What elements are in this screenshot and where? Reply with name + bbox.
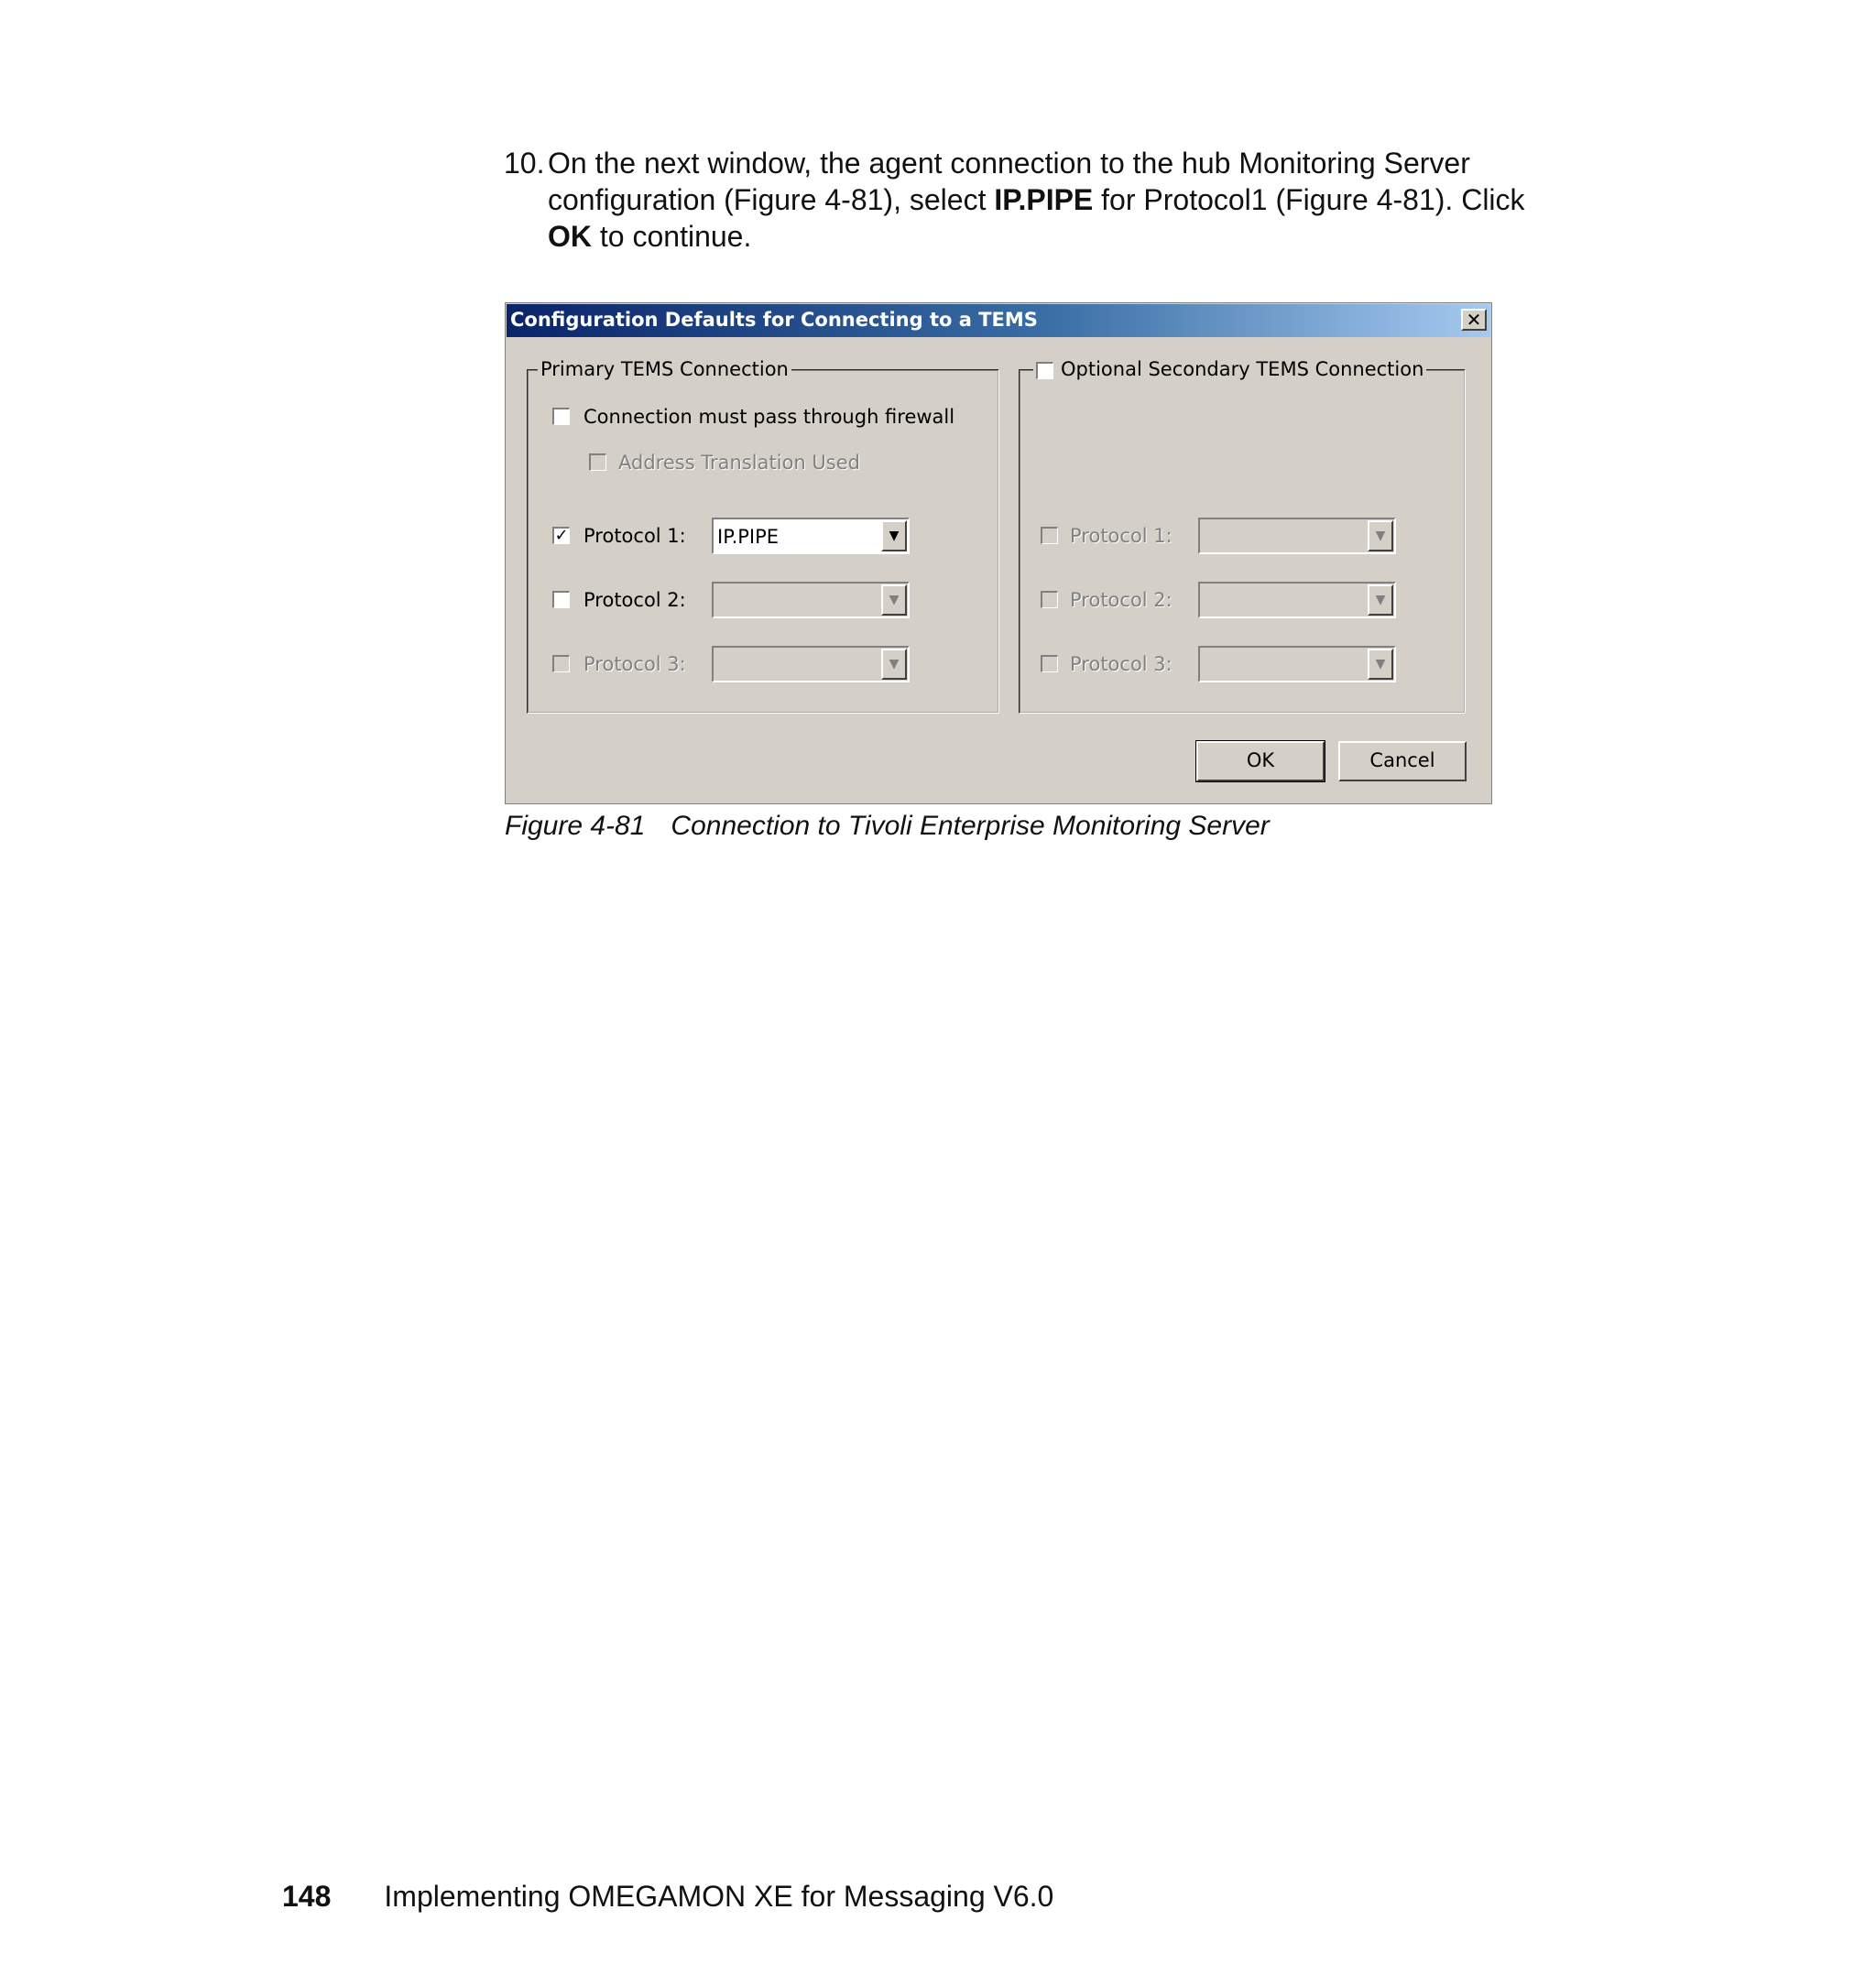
step-text-segment: configuration (Figure 4-81), select [548,183,995,216]
chevron-down-icon[interactable]: ▼ [881,649,907,680]
step-text [548,145,1603,255]
step-text-segment: for Protocol1 (Figure 4-81). Click [1093,183,1525,216]
cancel-button[interactable]: Cancel [1338,741,1467,781]
protocol-1-label: Protocol 1: [584,525,686,547]
address-translation-label: Address Translation Used [618,452,860,474]
protocol-1-value: IP.PIPE [717,526,780,548]
primary-tems-group [527,358,999,714]
chevron-down-icon[interactable]: ▼ [881,520,907,551]
chevron-down-icon[interactable]: ▼ [881,584,907,616]
step-bold-protocol: IP.PIPE [994,183,1094,216]
firewall-checkbox[interactable] [552,408,570,425]
protocol-3-label: Protocol 3: [584,653,686,675]
page-footer [282,1880,1053,1914]
secondary-tems-checkbox[interactable] [1036,362,1053,379]
close-button[interactable] [1461,309,1487,331]
figure-number: Figure 4-81 [505,811,646,841]
protocol-1-checkbox[interactable] [552,527,570,544]
step-number: 10. [504,147,545,180]
checkmark-icon: ✓ [554,526,569,545]
step-line-1: On the next window, the agent connection to the hub Monitoring Server [548,147,1470,180]
chevron-down-icon[interactable]: ▼ [1368,520,1393,551]
secondary-protocol-1-label: Protocol 1: [1070,525,1172,547]
secondary-protocol-3-select[interactable] [1198,646,1396,682]
figure-caption-text: Connection to Tivoli Enterprise Monitoring Server [671,811,1270,841]
secondary-protocol-1-checkbox[interactable] [1041,527,1058,544]
figure-caption [505,811,1270,842]
secondary-tems-group [1019,358,1466,714]
dialog-titlebar[interactable] [507,304,1490,337]
secondary-protocol-3-checkbox[interactable] [1041,655,1058,672]
step-line-2 [548,181,1603,218]
chevron-down-icon[interactable]: ▼ [1368,649,1393,680]
book-title: Implementing OMEGAMON XE for Messaging V6.0 [384,1880,1054,1913]
step-text-segment: to continue. [592,220,752,253]
secondary-protocol-2-label: Protocol 2: [1070,589,1172,611]
address-translation-checkbox[interactable] [589,453,606,471]
secondary-protocol-3-label: Protocol 3: [1070,653,1172,675]
protocol-2-select[interactable] [712,582,910,618]
secondary-protocol-2-checkbox[interactable] [1041,591,1058,608]
protocol-3-select[interactable] [712,646,910,682]
protocol-1-select[interactable] [712,518,910,554]
dialog-title: Configuration Defaults for Connecting to a TEMS [510,309,1038,331]
instruction-step [504,145,1603,255]
protocol-2-checkbox[interactable] [552,591,570,608]
ok-button[interactable]: OK [1196,741,1325,781]
secondary-group-legend [1033,358,1426,380]
step-line-3 [548,218,1603,255]
firewall-label: Connection must pass through firewall [584,406,955,428]
protocol-2-label: Protocol 2: [584,589,686,611]
secondary-group-legend-label: Optional Secondary TEMS Connection [1061,358,1424,380]
secondary-protocol-2-select[interactable] [1198,582,1396,618]
config-dialog [505,302,1492,804]
primary-group-legend: Primary TEMS Connection [538,358,791,380]
protocol-3-checkbox[interactable] [552,655,570,672]
chevron-down-icon[interactable]: ▼ [1368,584,1393,616]
page-number: 148 [282,1880,332,1913]
secondary-protocol-1-select[interactable] [1198,518,1396,554]
close-icon: ✕ [1466,309,1482,331]
step-bold-ok: OK [548,220,592,253]
